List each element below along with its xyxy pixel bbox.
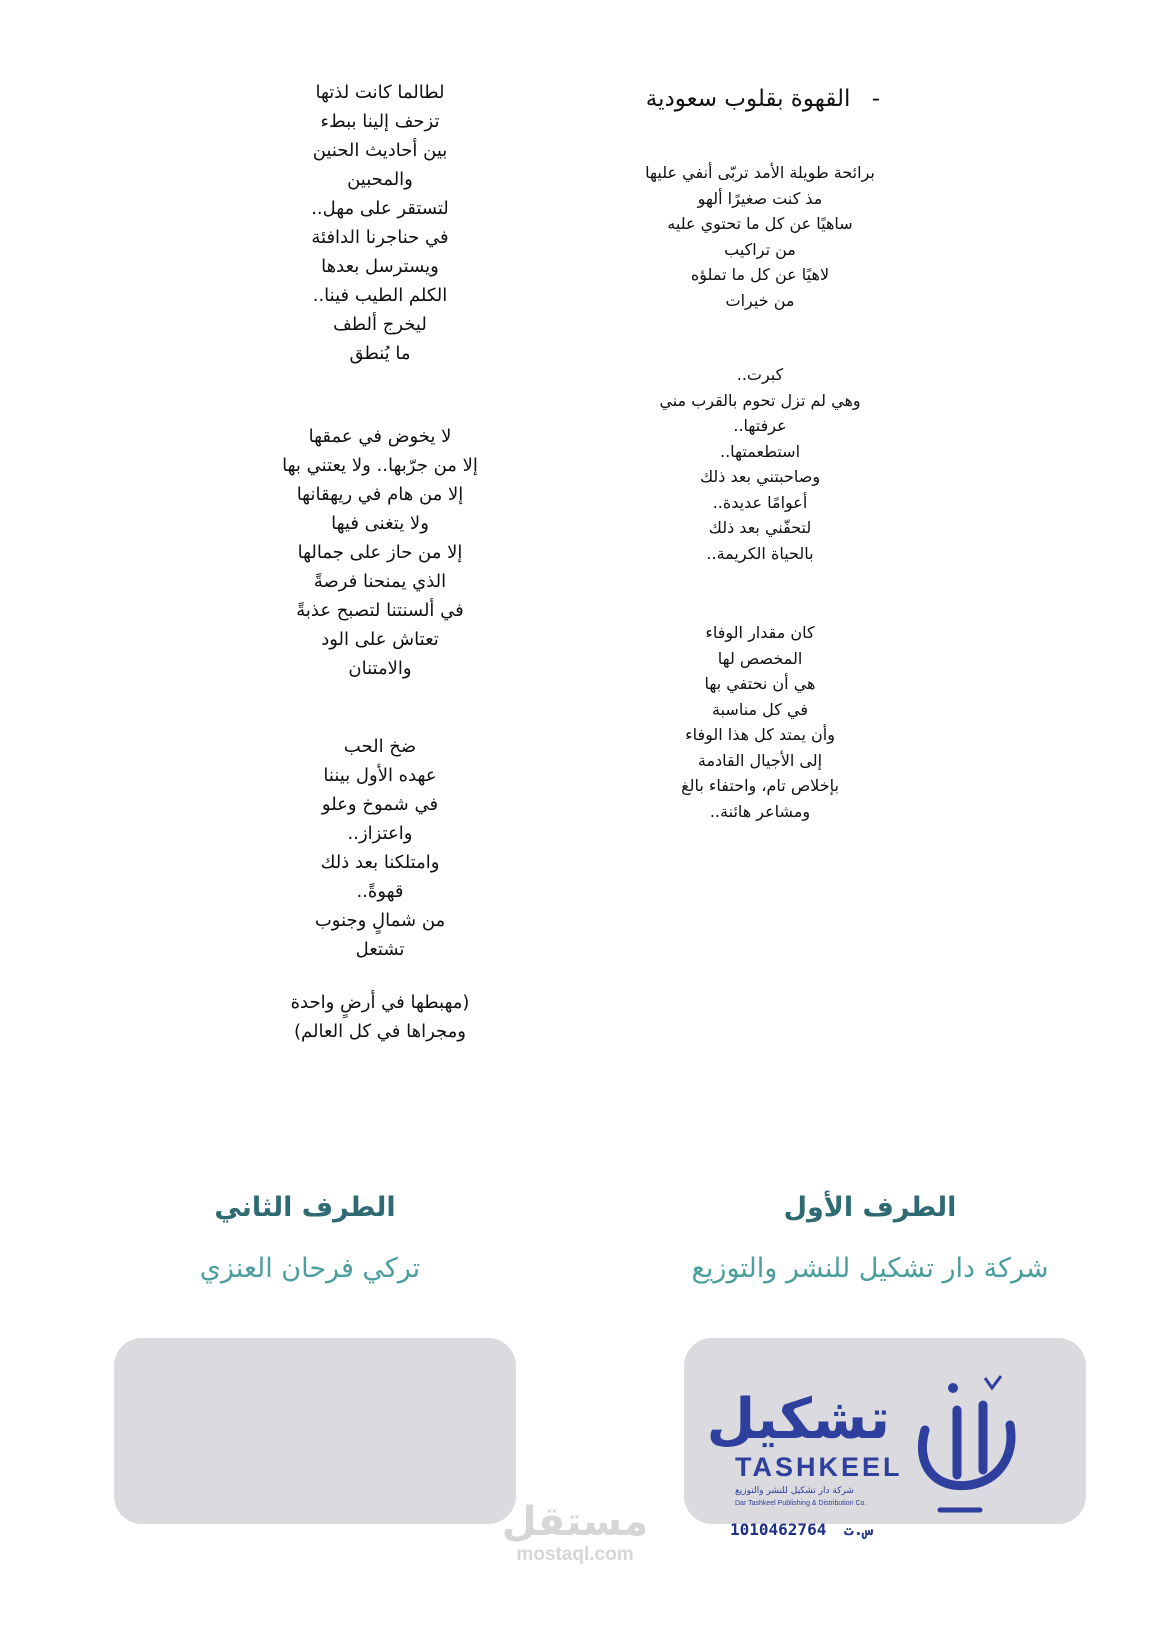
poem-line: ومجراها في كل العالم)	[294, 1021, 466, 1042]
stamp-logo-latin: TASHKEEL	[735, 1452, 903, 1482]
poem-stanza	[620, 620, 900, 824]
poem-line: في كل مناسبة	[712, 699, 808, 719]
poem-line: ليخرج ألطف	[333, 314, 427, 335]
poem-line: (مهبطها في أرضٍ واحدة	[290, 992, 470, 1013]
watermark	[500, 1500, 650, 1566]
poem-line: كان مقدار الوفاء	[705, 623, 815, 642]
poem-line: المخصص لها	[717, 648, 803, 668]
poem-line: وامتلكنا بعد ذلك	[320, 852, 440, 873]
poem-stanza	[250, 988, 510, 1046]
poem-line: أعوامًا عديدة..	[712, 492, 808, 512]
stamp-reg-label: س.ت	[843, 1520, 873, 1539]
poem-line: ويسترسل بعدها	[321, 256, 439, 277]
poem-line: ومشاعر هائنة..	[709, 801, 811, 821]
poem-line: الذي يمنحنا فرصةً	[313, 571, 447, 592]
title-dash: -	[871, 86, 880, 112]
poem-line: لا يخوض في عمقها	[308, 426, 452, 447]
poem-line: وأن يمتد كل هذا الوفاء	[685, 725, 835, 744]
stamp-reg-number: 1010462764	[730, 1520, 827, 1539]
poem-line: قهوةً..	[356, 881, 404, 902]
second-party-label: الطرف الثاني	[214, 1192, 396, 1223]
poem-stanza	[250, 732, 510, 964]
poem-stanza	[620, 362, 900, 566]
poem-line: والامتنان	[348, 658, 412, 679]
poem-line: بالحياة الكريمة..	[706, 543, 814, 563]
poem-line: ضخ الحب	[343, 736, 417, 757]
poem-line: هي أن نحتفي بها	[704, 674, 816, 693]
poem-line: ولا يتغنى فيها	[331, 513, 429, 534]
poem-line: تشتعل	[355, 939, 405, 960]
poem-line: إلا من حاز على جمالها	[297, 542, 463, 563]
poem-line: لطالما كانت لذتها	[315, 82, 445, 103]
second-party-name: تركي فرحان العنزي	[199, 1253, 421, 1284]
first-party-label: الطرف الأول	[783, 1192, 957, 1223]
stamp-company-arabic: شركة دار تشكيل للنشر والتوزيع	[735, 1486, 854, 1496]
poem-line: تزحف إلينا ببطء	[320, 111, 440, 132]
watermark-arabic: مستقل	[501, 1499, 649, 1545]
stamp-company-english: Dar Tashkeel Publishing & Distribution Co.	[735, 1500, 867, 1507]
second-party-signature-box	[114, 1338, 516, 1524]
watermark-latin: mostaql.com	[516, 1544, 634, 1565]
poem-line: برائحة طويلة الأمد تربّى أنفي عليها	[645, 163, 875, 182]
poem-stanza	[620, 160, 900, 313]
poem-line: من شمالٍ وجنوب	[314, 910, 446, 931]
poem-line: في حناجرنا الدافئة	[311, 227, 449, 248]
stamp-logo-arabic: تشكيل	[706, 1387, 890, 1452]
poem-line: والمحبين	[347, 169, 413, 190]
tashkeel-mark-icon	[895, 1370, 1035, 1520]
poem-title-row	[620, 82, 880, 116]
poem-line: تعتاش على الود	[321, 629, 439, 650]
poem-line: مذ كنت صغيرًا ألهو	[697, 188, 823, 208]
poem-line: عرفتها..	[733, 416, 787, 435]
poem-line: لاهيًا عن كل ما تملؤه	[690, 265, 830, 284]
poem-title: القهوة بقلوب سعودية	[645, 86, 851, 112]
poem-stanza	[250, 78, 510, 368]
poem-line: في شموخ وعلو	[321, 794, 439, 815]
poem-line: لتحفّني بعد ذلك	[708, 518, 812, 537]
poem-line: من خيرات	[725, 290, 795, 310]
first-party-name: شركة دار تشكيل للنشر والتوزيع	[691, 1253, 1049, 1284]
poem-line: الكلم الطيب فينا..	[312, 285, 448, 306]
poem-line: ما يُنطق	[349, 343, 411, 364]
poem-line: إلا من هام في ريهقانها	[296, 484, 464, 505]
poem-stanza	[250, 422, 510, 683]
poem-line: واعتزاز..	[347, 823, 413, 844]
stamp-registration	[730, 1520, 873, 1539]
poem-line: ساهيًا عن كل ما تحتوي عليه	[667, 214, 853, 233]
poem-line: لتستقر على مهل..	[311, 198, 449, 219]
poem-line: إلى الأجيال القادمة	[697, 750, 823, 770]
poem-line: في ألسنتنا لتصبح عذبةً	[296, 600, 464, 621]
poem-line: وصاحبتني بعد ذلك	[699, 467, 821, 486]
poem-line: استطعمتها..	[719, 441, 801, 461]
poem-line: إلا من جرّبها.. ولا يعتني بها	[282, 455, 478, 476]
company-stamp	[706, 1387, 1045, 1560]
poem-line: كبرت..	[736, 365, 784, 384]
poem-line: بإخلاص تام، واحتفاء بالغ	[681, 776, 839, 795]
poem-line: من تراكيب	[724, 239, 796, 259]
poem-line: عهده الأول بيننا	[323, 765, 437, 786]
poem-line: وهي لم تزل تحوم بالقرب مني	[659, 390, 861, 410]
poem-line: بين أحاديث الحنين	[312, 140, 448, 161]
